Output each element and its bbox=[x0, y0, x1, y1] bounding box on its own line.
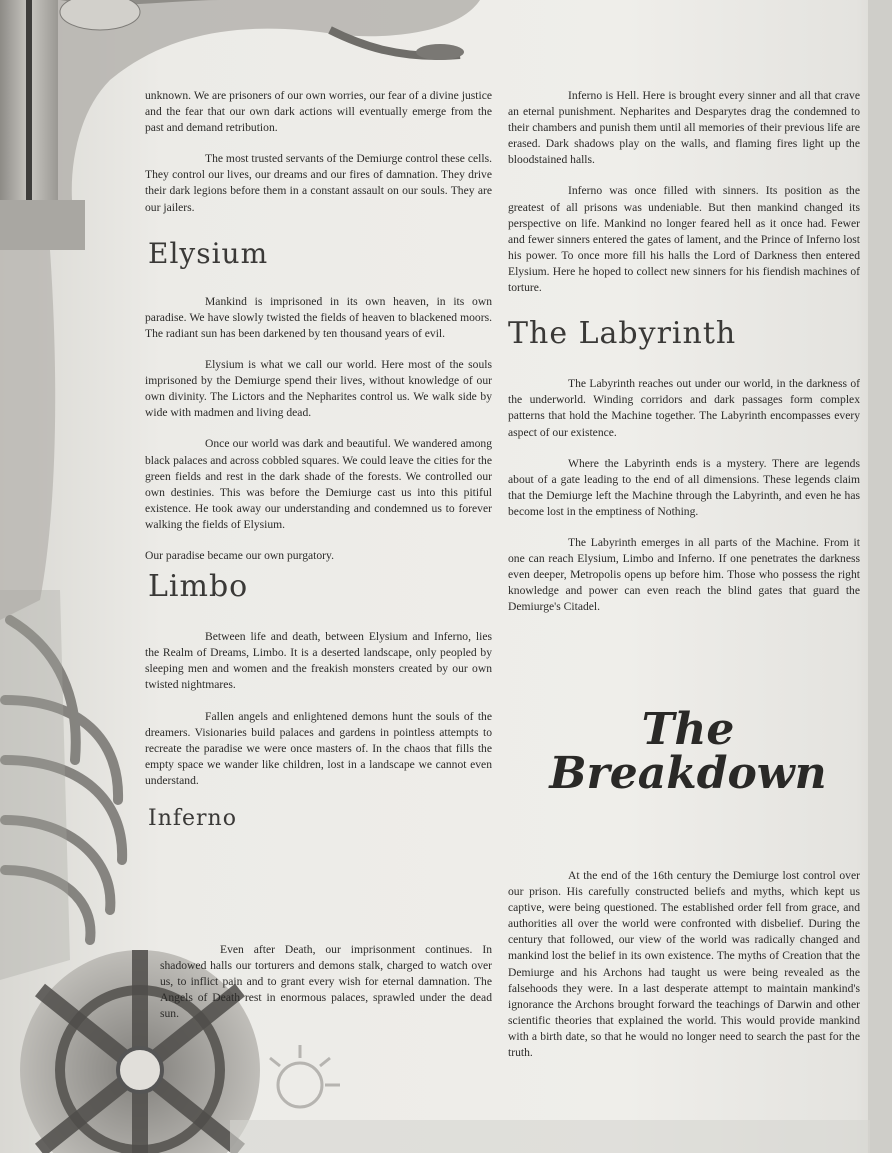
right-column-lower bbox=[508, 868, 860, 1076]
body-paragraph: Inferno was once filled with sinners. Its position as the greatest of all prisons was undeniable. But then mankind changed its perspective on life. Mankind no longer feared hell as it once had. Fewer and fewer sinners entered the gates of lament, and the Prince of Inferno lost his power. To once more fill his halls the Lord of Darkness then entered Elysium. Here he hoped to collect new sinners for his fiendish machines of torture. bbox=[508, 184, 860, 295]
body-paragraph: The Labyrinth reaches out under our world, in the darkness of the underworld. Winding corridors and dark passages form complex patterns that hold the Machine together. The Labyrinth encompasses every aspect of our existence. bbox=[508, 377, 860, 439]
body-paragraph: Where the Labyrinth ends is a mystery. There are legends about of a gate leading to the end of all dimensions. These legends claim that the Demiurge left the Machine through the Labyrinth, and even he has become lost in the emptiness of Nothing. bbox=[508, 456, 860, 518]
section-heading-labyrinth: The Labyrinth bbox=[508, 316, 737, 352]
body-paragraph: Even after Death, our imprisonment continues. In shadowed halls our torturers and demons stalk, charged to watch over us, to inflict pain and to grant every wish for eternal damnation. The Angels of Death rest in enormous palaces, sprawled under the dead sun. bbox=[160, 943, 492, 1021]
body-paragraph: unknown. We are prisoners of our own worries, our fear of a divine justice and the fear that our own dark actions will eventually emerge from the past and demand retribution. bbox=[145, 89, 492, 135]
body-paragraph: At the end of the 16th century the Demiurge lost control over our prison. His carefully constructed beliefs and myths, which kept us captive, were being questioned. The established order fell from grace, and authorities all over the world were confronted with disbelief. During the century that followed, our view of the world was radically changed and mankind lost the belief in its own existence. The myths of Creation that the Demiurge and his Archons had taught us were being revealed as the falsehoods they were. In a last desperate attempt to maintain mankind's ignorance the Archons brought forward the teachings of Darwin and other scientific theories that explained the world. This would provide mankind with a birth date, so that he would no longer need to search the past for the truth. bbox=[508, 869, 860, 1060]
body-paragraph: Once our world was dark and beautiful. We wandered among black palaces and across cobbled squares. We could leave the cities for the green fields and rest in the dark shade of the forests. We controlled our own destinies. This was before the Demiurge cast us into this pitiful existence. He took away our understanding and condemned us to forever walking the fields of Elysium. bbox=[145, 437, 492, 531]
chapter-title-line-2: Breakdown bbox=[549, 748, 827, 799]
body-paragraph: Our paradise became our own purgatory. bbox=[145, 548, 334, 562]
section-heading-elysium: Elysium bbox=[148, 236, 269, 270]
body-paragraph: Mankind is imprisoned in its own heaven, in its own paradise. We have slowly twisted the fields of heaven to blackened moors. The radiant sun has been darkened by ten thousand years of evil. bbox=[145, 294, 492, 340]
chapter-title-line-1: The bbox=[641, 704, 735, 755]
right-column bbox=[508, 88, 860, 630]
body-paragraph: The Labyrinth emerges in all parts of the Machine. From it one can reach Elysium, Limbo and Inferno. If one penetrates the darkness even deeper, Metropolis opens up before him. Those who possess the right knowledge and power can even reach the blind gates that guard the Demiurge's Citadel. bbox=[508, 535, 860, 614]
chapter-title bbox=[548, 704, 828, 799]
section-heading-limbo: Limbo bbox=[148, 569, 249, 605]
left-column bbox=[145, 88, 492, 857]
body-paragraph: Elysium is what we call our world. Here most of the souls imprisoned by the Demiurge spend their lives, without knowledge of our own divinity. The Lictors and the Nepharites control us. We walk side by wide with madmen and living dead. bbox=[145, 358, 492, 420]
body-paragraph: The most trusted servants of the Demiurge control these cells. They control our lives, our dreams and our fires of damnation. They drive their dark legions before them in a constant assault on our souls. They are our jailers. bbox=[145, 152, 492, 214]
body-paragraph: Between life and death, between Elysium and Inferno, lies the Realm of Dreams, Limbo. It is a deserted landscape, only peopled by sleeping men and women and the freakish monsters created by our own twisted nightmares. bbox=[145, 630, 492, 692]
body-paragraph: Inferno is Hell. Here is brought every sinner and all that crave an eternal punishment. Nepharites and Desparytes drag the condemned to their chambers and punish them until all memories of their previous life are erased. Dark shadows play on the walls, and flaming fires light up the bloodstained halls. bbox=[508, 89, 860, 167]
section-heading-inferno: Inferno bbox=[148, 806, 237, 831]
body-paragraph: Fallen angels and enlightened demons hunt the souls of the dreamers. Visionaries build palaces and gardens in pointless attempts to recreate the paradise we were once masters of. In the chaos that fills the empty space we wander like children, lost in a landscape we cannot even understand. bbox=[145, 709, 492, 787]
left-column-end bbox=[160, 942, 492, 1037]
